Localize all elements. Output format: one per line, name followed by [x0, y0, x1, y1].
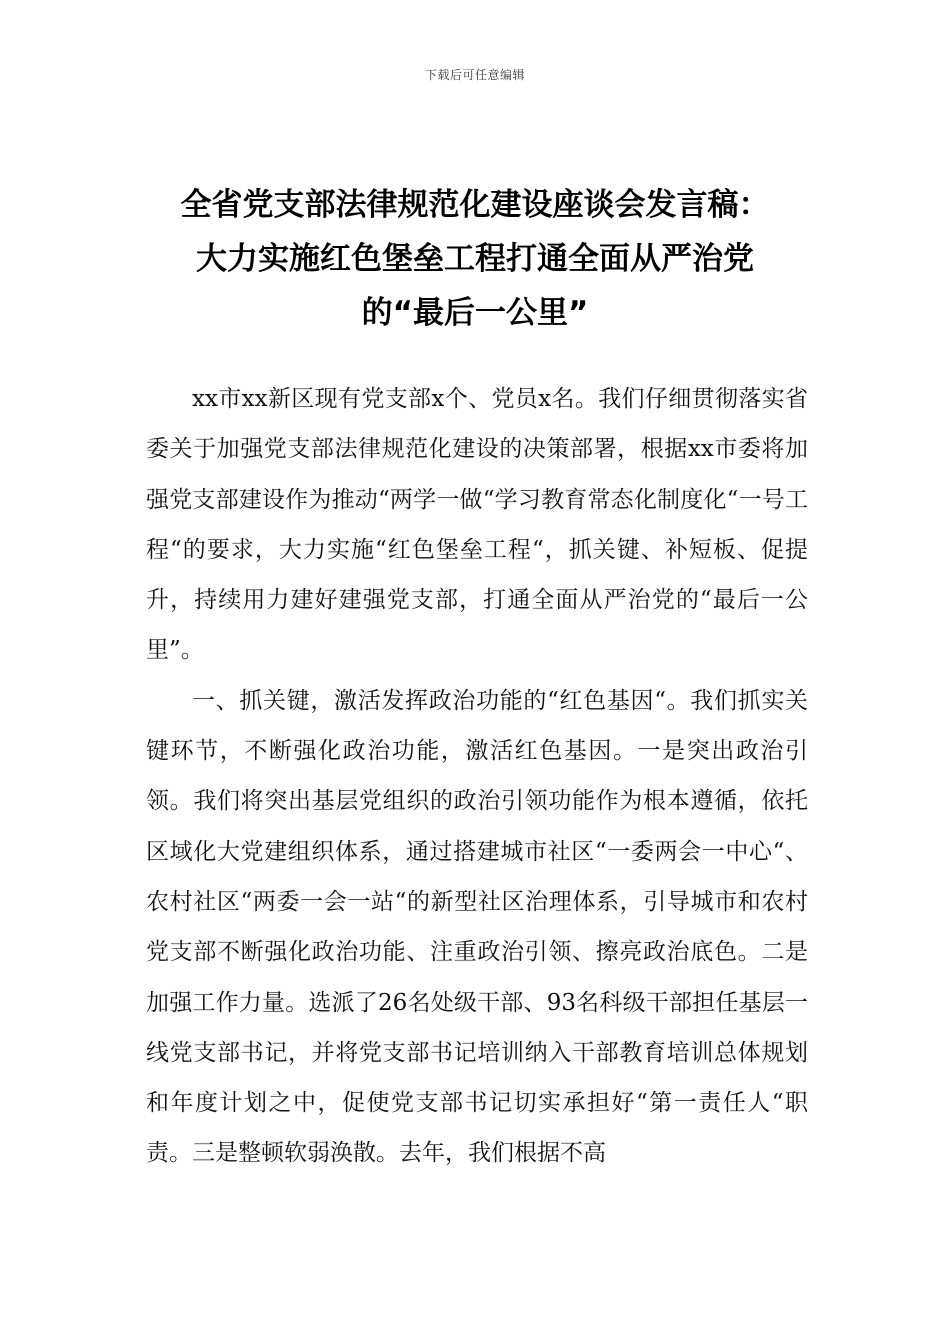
title-line-1: 全省党支部法律规范化建设座谈会发言稿： [180, 187, 770, 223]
paragraph-intro: xx市xx新区现有党支部x个、党员x名。我们仔细贯彻落实省委关于加强党支部法律规范化建设的决策部署，根据xx市委将加强党支部建设作为推动“两学一做“学习教育常态化制度化“一号工程“的要求，大力实施“红色堡垒工程“，抓关键、补短板、促提升，持续用力建好建强党支部，打通全面从严治党的“最后一公里”。 [146, 386, 808, 664]
page-header-note: 下载后可任意编辑 [424, 68, 525, 82]
title-line-2: 大力实施红色堡垒工程打通全面从严治党 [196, 241, 754, 277]
document-body [146, 374, 808, 1179]
document-title [140, 178, 810, 340]
paragraph-section-1: 一、抓关键，激活发挥政治功能的“红色基因“。我们抓实关键环节，不断强化政治功能，激活红色基因。一是突出政治引领。我们将突出基层党组织的政治引领功能作为根本遵循，依托区域化大党建组织体系，通过搭建城市社区“一委两会一中心“、农村社区“两委一会一站“的新型社区治理体系，引导城市和农村党支部不断强化政治功能、注重政治引领、擦亮政治底色。二是加强工作力量。选派了26名处级干部、93名科级干部担任基层一线党支部书记，并将党支部书记培训纳入干部教育培训总体规划和年度计划之中，促使党支部书记切实承担好“第一责任人“职责。三是整顿软弱涣散。去年，我们根据不高 [146, 687, 808, 1167]
title-line-3: 的“最后一公里” [361, 295, 589, 331]
